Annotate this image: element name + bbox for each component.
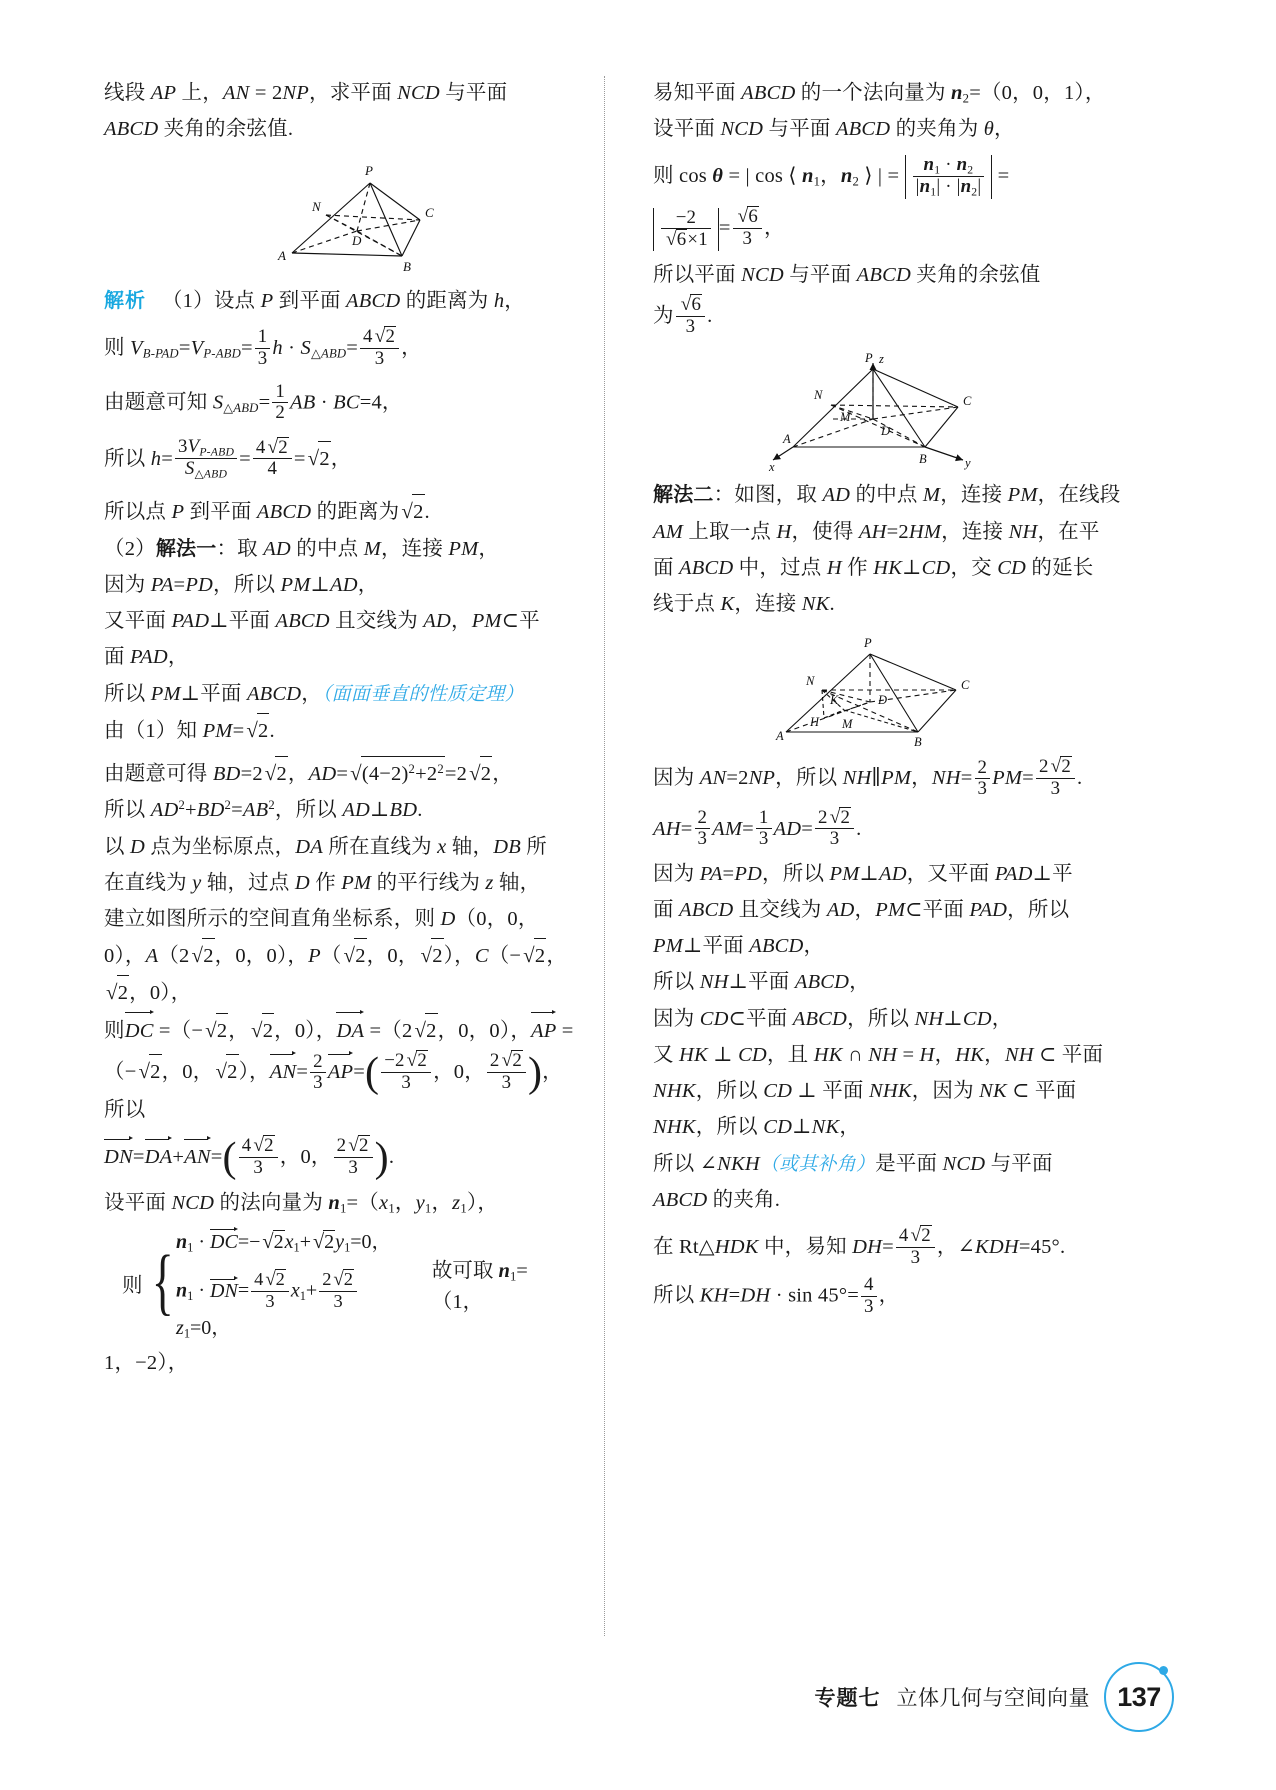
m2b-line-9: NHK，所以 CD ⊥ 平面 NHK，因为 NK ⊂ 平面 xyxy=(653,1080,1077,1103)
m1-line-8: 所以 $AD^2+BD^2=AB^2$，所以 AD⊥BD. xyxy=(104,798,423,822)
left-column xyxy=(104,76,596,1636)
m2b-line-3: 因为 PA=PD，所以 PM⊥AD，又平面 PAD⊥平 xyxy=(653,862,1073,885)
system-lead: 则 xyxy=(122,1275,143,1298)
m1-line-14: （−√2，0，√2）， AN= $\frac{2}{3}$ AP=( $\frac{-2 √2}{3}$ ，0， $\frac{2 √2}{3}$ )，所以 xyxy=(104,1049,563,1122)
page-number: 137 xyxy=(1117,1681,1161,1712)
figure2-label-P: P xyxy=(865,351,873,366)
m1-line-17: 1，−2）， xyxy=(104,1351,189,1374)
page-footer xyxy=(0,1672,1276,1732)
m1-line-15: DN= DA+ AN=( $\frac{4 √2}{3}$ ，0， $\frac{2 √2}{3}$ ). xyxy=(104,1134,395,1181)
figure3-label-P: P xyxy=(864,636,872,651)
figure3-label-B: B xyxy=(914,735,922,750)
r-line-2: 设平面 NCD 与平面 ABCD 的夹角为 θ， xyxy=(653,118,1015,141)
figure3-label-H: H xyxy=(810,715,820,730)
eq-area: 由题意可知 $S_{\triangle ABD}=$ $\frac{1}{2}$ AB · BC=4， xyxy=(104,380,403,424)
page-number-badge xyxy=(1104,1662,1174,1732)
annotation-or-supplement: （或其补角） xyxy=(759,1153,876,1175)
method2-heading: 解法二：如图，取 AD 的中点 M，连接 PM，在线段 xyxy=(653,484,1121,507)
figure2-label-C: C xyxy=(963,394,972,409)
m2b-line-7: 因为 CD⊂平面 ABCD，所以 NH⊥CD， xyxy=(653,1007,1013,1030)
m2b-line-12: ABCD 的夹角. xyxy=(653,1188,781,1211)
right-column xyxy=(613,76,1123,1636)
m2b-line-10: NHK，所以 CD⊥NK， xyxy=(653,1116,861,1139)
badge-dot-icon xyxy=(1159,1666,1168,1675)
m1-line-10: 在直线为 y 轴，过点 D 作 PM 的平行线为 z 轴， xyxy=(104,871,541,894)
m1-line-2: 因为 PA=PD，所以 PM⊥AD， xyxy=(104,573,379,596)
system-after: 故可取 $n_1=(1$， xyxy=(431,1259,528,1314)
column-divider xyxy=(604,76,605,1636)
figure-1-wrapper xyxy=(104,158,574,278)
figure-2-wrapper xyxy=(653,347,1123,472)
figure2-label-x: x xyxy=(769,460,775,473)
annotation-perpendicular-theorem: （面面垂直的性质定理） xyxy=(321,683,524,705)
stem-line-1: 线段 AP 上，AN = 2NP，求平面 NCD 与平面 xyxy=(104,82,508,104)
m1-line-16: 设平面 NCD 的法向量为 $n_1=(x_1$，$y_1$，$z_1$）， xyxy=(104,1191,499,1216)
figure-pyramid-pabcd xyxy=(174,158,504,278)
system-eq-1: $n_1$ · $DC=-√2x_1+√2y_1=0$， xyxy=(176,1225,406,1255)
figure3-label-N: N xyxy=(806,674,815,689)
figure1-label-A: A xyxy=(278,247,286,263)
analysis-row: 解析 （1）设点 P 到平面 ABCD 的距离为 h， xyxy=(104,289,525,312)
m2b-line-4: 面 ABCD 且交线为 AD，PM⊂平面 PAD，所以 xyxy=(653,898,1070,921)
figure3-label-C: C xyxy=(961,678,970,693)
m1-line-5: 所以 PM⊥平面 ABCD，（面面垂直的性质定理） xyxy=(104,682,524,705)
figure1-label-C: C xyxy=(425,204,434,220)
figure2-label-M: M xyxy=(840,410,851,425)
part2-method1-heading: （2）解法一：取 AD 的中点 M，连接 PM， xyxy=(104,537,500,560)
conclusion-distance: 所以点 P 到平面 ABCD 的距离为√2. xyxy=(104,494,574,530)
m2-line-3: 面 ABCD 中，过点 H 作 HK⊥CD，交 CD 的延长 xyxy=(653,556,1094,579)
m1-line-3: 又平面 PAD⊥平面 ABCD 且交线为 AD，PM⊂平 xyxy=(104,610,540,633)
figure-pyramid-with-hk xyxy=(718,632,1058,750)
system-eq-2: $n_1$ · DN= $\frac{4 √2}{3}$ $x_1+$ $\frac{2 √2}{3}$ $z_1=0$， xyxy=(176,1269,406,1342)
figure2-label-N: N xyxy=(814,388,823,403)
r-line-3-cos: 则 cos θ = | cos ⟨ $n_1$，$n_2$ ⟩ | = $\frac{n_1 \cdot n_2}{|n_1| \cdot |n_2|}$ = xyxy=(653,153,1010,199)
figure1-label-N: N xyxy=(312,198,321,214)
footer-subtitle: 立体几何与空间向量 xyxy=(896,1687,1090,1710)
figure1-label-D: D xyxy=(352,232,362,248)
figure2-label-B: B xyxy=(919,452,927,467)
stem-line-2: ABCD 夹角的余弦值. xyxy=(104,118,294,141)
m1-line-11: 建立如图所示的空间直角坐标系，则 D（0，0， xyxy=(104,908,539,931)
eq-h: 所以 h= $\frac{3V_{P-ABD}}{S_{\triangle ABD}}$ = $\frac{4 √2}{4}$ =√2， xyxy=(104,435,352,481)
m2-line-2: AM 上取一点 H，使得 AH=2HM，连接 NH，在平 xyxy=(653,520,1100,543)
m2b-line-8: 又 HK ⊥ CD，且 HK ∩ NH = H，HK，NH ⊂ 平面 xyxy=(653,1043,1104,1066)
r-line-5: 所以平面 NCD 与平面 ABCD 夹角的余弦值 xyxy=(653,264,1041,287)
figure2-label-z: z xyxy=(879,352,884,367)
footer-topic: 专题七 xyxy=(814,1687,881,1710)
m2b-line-14: 所以 KH=DH · sin 45°= $\frac{4}{3}$ ， xyxy=(653,1274,900,1317)
r-line-1: 易知平面 ABCD 的一个法向量为 $n_2=(0$，0，1）， xyxy=(653,82,1106,106)
m2b-line-13: 在 Rt△HDK 中，易知 DH= $\frac{4 √2}{3}$ ，∠KDH=45°. xyxy=(653,1225,1066,1268)
figure3-label-D: D xyxy=(878,693,888,708)
m1-line-13: 则 DC =（−√2，√2，0）， DA =（2√2，0，0）， AP = xyxy=(104,1012,574,1049)
figure2-label-y: y xyxy=(965,456,971,471)
figure1-label-P: P xyxy=(365,162,373,178)
normal-vector-system xyxy=(122,1225,574,1342)
figure3-label-A: A xyxy=(776,729,784,744)
m2b-line-5: PM⊥平面 ABCD， xyxy=(653,935,825,958)
analysis-label: 解析 xyxy=(104,289,146,312)
m1-line-9: 以 D 点为坐标原点，DA 所在直线为 x 轴，DB 所 xyxy=(104,835,547,858)
figure2-label-D: D xyxy=(881,424,891,439)
m2b-line-1: 因为 AN=2NP，所以 NH∥PM，NH= $\frac{2}{3}$ PM= $\frac{2 √2}{3}$ . xyxy=(653,756,1083,800)
figure3-label-M: M xyxy=(842,717,853,732)
figure3-label-K: K xyxy=(830,693,839,708)
m2b-line-2: AH= $\frac{2}{3}$ AM= $\frac{1}{3}$ AD= $\frac{2 √2}{3}$ . xyxy=(653,806,862,850)
r-line-6: 为 $\frac{√6}{3}$ . xyxy=(653,294,713,338)
eq-volume: 则 $V_{B-PAD}=V_{P-ABD}=$ $\frac{1}{3}$ $h \cdot S_{\triangle ABD}=$ $\frac{4 √2}{3}$ ， xyxy=(104,325,422,369)
m2-line-4: 线于点 K，连接 NK. xyxy=(653,593,835,616)
left-brace: { xyxy=(151,1241,174,1324)
figure1-label-B: B xyxy=(403,258,411,274)
method-two-label: 解法二 xyxy=(653,484,714,507)
method-one-label: 解法一 xyxy=(155,537,217,560)
m1-line-6: 由（1）知 PM=√2. xyxy=(104,713,574,749)
m1-line-12: 0），A（2√2，0，0），P（√2，0，√2），C（−√2，√2，0）， xyxy=(104,938,574,1011)
m1-line-7: 由题意可得 BD=2√2，$AD=√(4-2)^2+2^2=2√2$， xyxy=(104,756,574,792)
two-column-body xyxy=(104,76,1174,1636)
m2b-line-6: 所以 NH⊥平面 ABCD， xyxy=(653,971,870,994)
figure2-label-A: A xyxy=(783,432,791,447)
m1-line-4: 面 PAD， xyxy=(104,646,189,669)
footer-title xyxy=(815,1682,1091,1712)
figure-3-wrapper xyxy=(653,632,1123,750)
figure-pyramid-with-axes xyxy=(713,347,1063,472)
m2b-line-11: 所以 ∠NKH（或其补角）是平面 NCD 与平面 xyxy=(653,1152,1053,1175)
r-line-4-value: $\frac{-2}{√6\times 1}$ = $\frac{√6}{3}$ ， xyxy=(653,206,1123,251)
